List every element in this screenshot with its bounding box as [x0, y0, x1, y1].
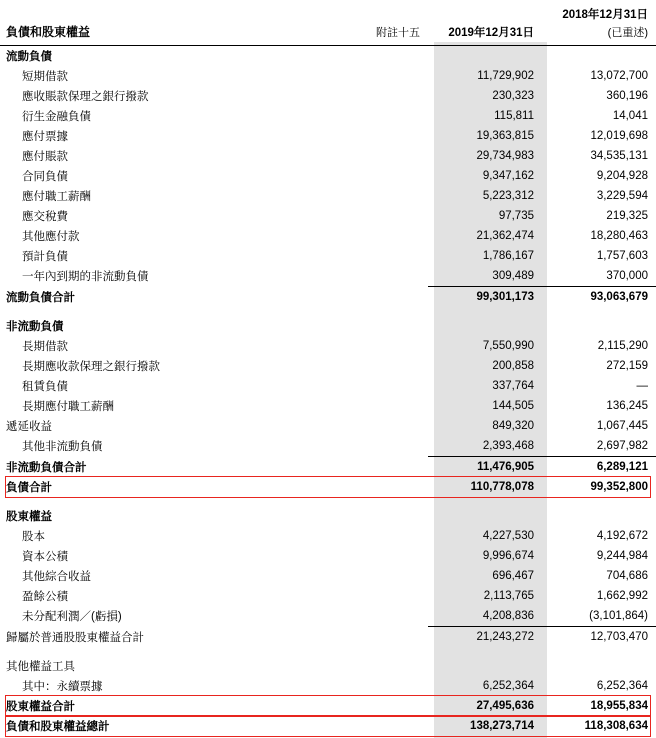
row-note [368, 506, 428, 526]
row-note [368, 86, 428, 106]
row-value-current-year: 27,495,636 [428, 696, 542, 716]
row-note [368, 676, 428, 696]
row-value-current-year [428, 506, 542, 526]
row-note [368, 106, 428, 126]
row-value-prior-year: 12,019,698 [542, 126, 656, 146]
row-note [368, 376, 428, 396]
spacer-row [0, 647, 656, 656]
row-label: 非流動負債 [0, 316, 368, 336]
row-value-current-year: 138,273,714 [428, 716, 542, 736]
table-row [0, 376, 656, 396]
row-label: 其他非流動負債 [0, 436, 368, 457]
table-row [0, 356, 656, 376]
row-value-current-year: 11,729,902 [428, 66, 542, 86]
row-value-prior-year: 14,041 [542, 106, 656, 126]
table-row [0, 66, 656, 86]
row-label: 流動負債合計 [0, 287, 368, 308]
row-value-prior-year [542, 316, 656, 336]
row-value-current-year: 6,252,364 [428, 676, 542, 696]
row-value-prior-year [542, 46, 656, 67]
row-note [368, 46, 428, 67]
row-value-prior-year: 12,703,470 [542, 627, 656, 648]
row-note [368, 126, 428, 146]
row-note [368, 226, 428, 246]
spacer-cell [0, 307, 656, 316]
row-value-current-year: 29,734,983 [428, 146, 542, 166]
row-value-current-year [428, 316, 542, 336]
row-label: 盈餘公積 [0, 586, 368, 606]
table-row [0, 106, 656, 126]
header-note-reference: 附註十五 [368, 0, 428, 46]
row-value-prior-year [542, 506, 656, 526]
row-label: 非流動負債合計 [0, 457, 368, 478]
row-label: 歸屬於普通股股東權益合計 [0, 627, 368, 648]
table-body [0, 46, 656, 737]
row-value-current-year: 4,208,836 [428, 606, 542, 627]
row-value-current-year: 11,476,905 [428, 457, 542, 478]
row-label: 應收賬款保理之銀行撥款 [0, 86, 368, 106]
row-label: 資本公積 [0, 546, 368, 566]
row-label: 負債和股東權益總計 [0, 716, 368, 736]
row-label: 長期借款 [0, 336, 368, 356]
row-value-current-year: 696,467 [428, 566, 542, 586]
table-row [0, 146, 656, 166]
row-value-prior-year: 18,280,463 [542, 226, 656, 246]
row-note [368, 287, 428, 308]
table-row [0, 696, 656, 716]
row-note [368, 457, 428, 478]
spacer-row [0, 307, 656, 316]
row-label: 流動負債 [0, 46, 368, 67]
table-row [0, 396, 656, 416]
row-value-prior-year: — [542, 376, 656, 396]
row-value-prior-year: 3,229,594 [542, 186, 656, 206]
row-label: 其中：永續票據 [0, 676, 368, 696]
table-header [0, 0, 656, 46]
header-year-current [428, 0, 542, 46]
row-note [368, 396, 428, 416]
row-value-prior-year: 2,115,290 [542, 336, 656, 356]
row-note [368, 246, 428, 266]
row-label: 一年內到期的非流動負債 [0, 266, 368, 287]
table-row [0, 506, 656, 526]
table-row [0, 166, 656, 186]
row-value-current-year: 97,735 [428, 206, 542, 226]
row-note [368, 656, 428, 676]
row-value-current-year: 144,505 [428, 396, 542, 416]
row-value-current-year: 2,393,468 [428, 436, 542, 457]
row-label: 股東權益合計 [0, 696, 368, 716]
row-value-current-year: 4,227,530 [428, 526, 542, 546]
row-value-prior-year: 34,535,131 [542, 146, 656, 166]
row-label: 負債合計 [0, 477, 368, 497]
row-value-prior-year: 13,072,700 [542, 66, 656, 86]
row-value-current-year: 1,786,167 [428, 246, 542, 266]
table-row [0, 336, 656, 356]
table-row [0, 546, 656, 566]
row-value-prior-year: 1,757,603 [542, 246, 656, 266]
row-label: 合同負債 [0, 166, 368, 186]
row-value-current-year: 21,243,272 [428, 627, 542, 648]
table-row [0, 586, 656, 606]
row-value-current-year [428, 46, 542, 67]
row-note [368, 206, 428, 226]
table-row [0, 316, 656, 336]
row-label: 股東權益 [0, 506, 368, 526]
row-label: 遞延收益 [0, 416, 368, 436]
row-value-current-year: 309,489 [428, 266, 542, 287]
row-value-current-year: 2,113,765 [428, 586, 542, 606]
row-note [368, 586, 428, 606]
row-note [368, 566, 428, 586]
row-label: 其他綜合收益 [0, 566, 368, 586]
row-note [368, 316, 428, 336]
row-value-current-year: 99,301,173 [428, 287, 542, 308]
table-row [0, 676, 656, 696]
row-value-current-year [428, 656, 542, 676]
row-note [368, 266, 428, 287]
row-value-prior-year: 6,289,121 [542, 457, 656, 478]
header-year-prior-note: (已重述) [542, 22, 648, 40]
row-value-prior-year: 9,244,984 [542, 546, 656, 566]
row-value-current-year: 337,764 [428, 376, 542, 396]
table-row [0, 606, 656, 627]
table-row [0, 126, 656, 146]
row-value-prior-year: 1,662,992 [542, 586, 656, 606]
table-row [0, 457, 656, 478]
row-value-current-year: 5,223,312 [428, 186, 542, 206]
header-year-current-text: 2019年12月31日 [448, 27, 534, 39]
row-note [368, 696, 428, 716]
row-note [368, 546, 428, 566]
row-value-prior-year [542, 656, 656, 676]
row-note [368, 186, 428, 206]
table-row [0, 436, 656, 457]
header-label: 負債和股東權益 [0, 0, 368, 46]
row-value-current-year: 19,363,815 [428, 126, 542, 146]
row-label: 其他權益工具 [0, 656, 368, 676]
table-row [0, 287, 656, 308]
row-value-prior-year: 118,308,634 [542, 716, 656, 736]
row-note [368, 606, 428, 627]
row-value-current-year: 200,858 [428, 356, 542, 376]
row-note [368, 716, 428, 736]
row-label: 應付職工薪酬 [0, 186, 368, 206]
header-row [0, 0, 656, 46]
spacer-cell [0, 497, 656, 506]
row-value-current-year: 9,347,162 [428, 166, 542, 186]
table-row [0, 627, 656, 648]
row-label: 應付票據 [0, 126, 368, 146]
row-label: 應交稅費 [0, 206, 368, 226]
row-note [368, 146, 428, 166]
table-row [0, 416, 656, 436]
row-label: 預計負債 [0, 246, 368, 266]
row-value-current-year: 9,996,674 [428, 546, 542, 566]
row-value-current-year: 21,362,474 [428, 226, 542, 246]
row-value-current-year: 230,323 [428, 86, 542, 106]
row-value-prior-year: 6,252,364 [542, 676, 656, 696]
table-row [0, 46, 656, 67]
row-value-current-year: 110,778,078 [428, 477, 542, 497]
table-row [0, 716, 656, 736]
row-value-current-year: 7,550,990 [428, 336, 542, 356]
row-label: 應付賬款 [0, 146, 368, 166]
table-row [0, 246, 656, 266]
table-row [0, 206, 656, 226]
row-note [368, 627, 428, 648]
row-label: 未分配利潤／(虧損) [0, 606, 368, 627]
row-value-prior-year: 99,352,800 [542, 477, 656, 497]
row-value-prior-year: 93,063,679 [542, 287, 656, 308]
table-row [0, 86, 656, 106]
row-label: 長期應付職工薪酬 [0, 396, 368, 416]
table-row [0, 226, 656, 246]
row-note [368, 526, 428, 546]
table-row [0, 526, 656, 546]
row-value-prior-year: 4,192,672 [542, 526, 656, 546]
table-row [0, 477, 656, 497]
row-note [368, 336, 428, 356]
row-label: 衍生金融負債 [0, 106, 368, 126]
row-note [368, 416, 428, 436]
spacer-row [0, 497, 656, 506]
row-label: 其他應付款 [0, 226, 368, 246]
table-row [0, 186, 656, 206]
row-note [368, 356, 428, 376]
table-row [0, 266, 656, 287]
spacer-cell [0, 647, 656, 656]
row-value-prior-year: (3,101,864) [542, 606, 656, 627]
row-value-prior-year: 360,196 [542, 86, 656, 106]
row-value-prior-year: 1,067,445 [542, 416, 656, 436]
row-label: 租賃負債 [0, 376, 368, 396]
row-note [368, 166, 428, 186]
header-year-prior [542, 0, 656, 46]
row-label: 股本 [0, 526, 368, 546]
row-note [368, 436, 428, 457]
row-value-prior-year: 370,000 [542, 266, 656, 287]
row-value-prior-year: 2,697,982 [542, 436, 656, 457]
row-value-prior-year: 272,159 [542, 356, 656, 376]
row-value-prior-year: 9,204,928 [542, 166, 656, 186]
row-value-prior-year: 219,325 [542, 206, 656, 226]
row-value-current-year: 849,320 [428, 416, 542, 436]
table-row [0, 566, 656, 586]
table-row [0, 656, 656, 676]
row-value-prior-year: 18,955,834 [542, 696, 656, 716]
row-value-prior-year: 136,245 [542, 396, 656, 416]
header-year-prior-text: 2018年12月31日 [562, 9, 648, 21]
row-note [368, 477, 428, 497]
row-label: 長期應收款保理之銀行撥款 [0, 356, 368, 376]
row-label: 短期借款 [0, 66, 368, 86]
row-value-current-year: 115,811 [428, 106, 542, 126]
row-note [368, 66, 428, 86]
row-value-prior-year: 704,686 [542, 566, 656, 586]
